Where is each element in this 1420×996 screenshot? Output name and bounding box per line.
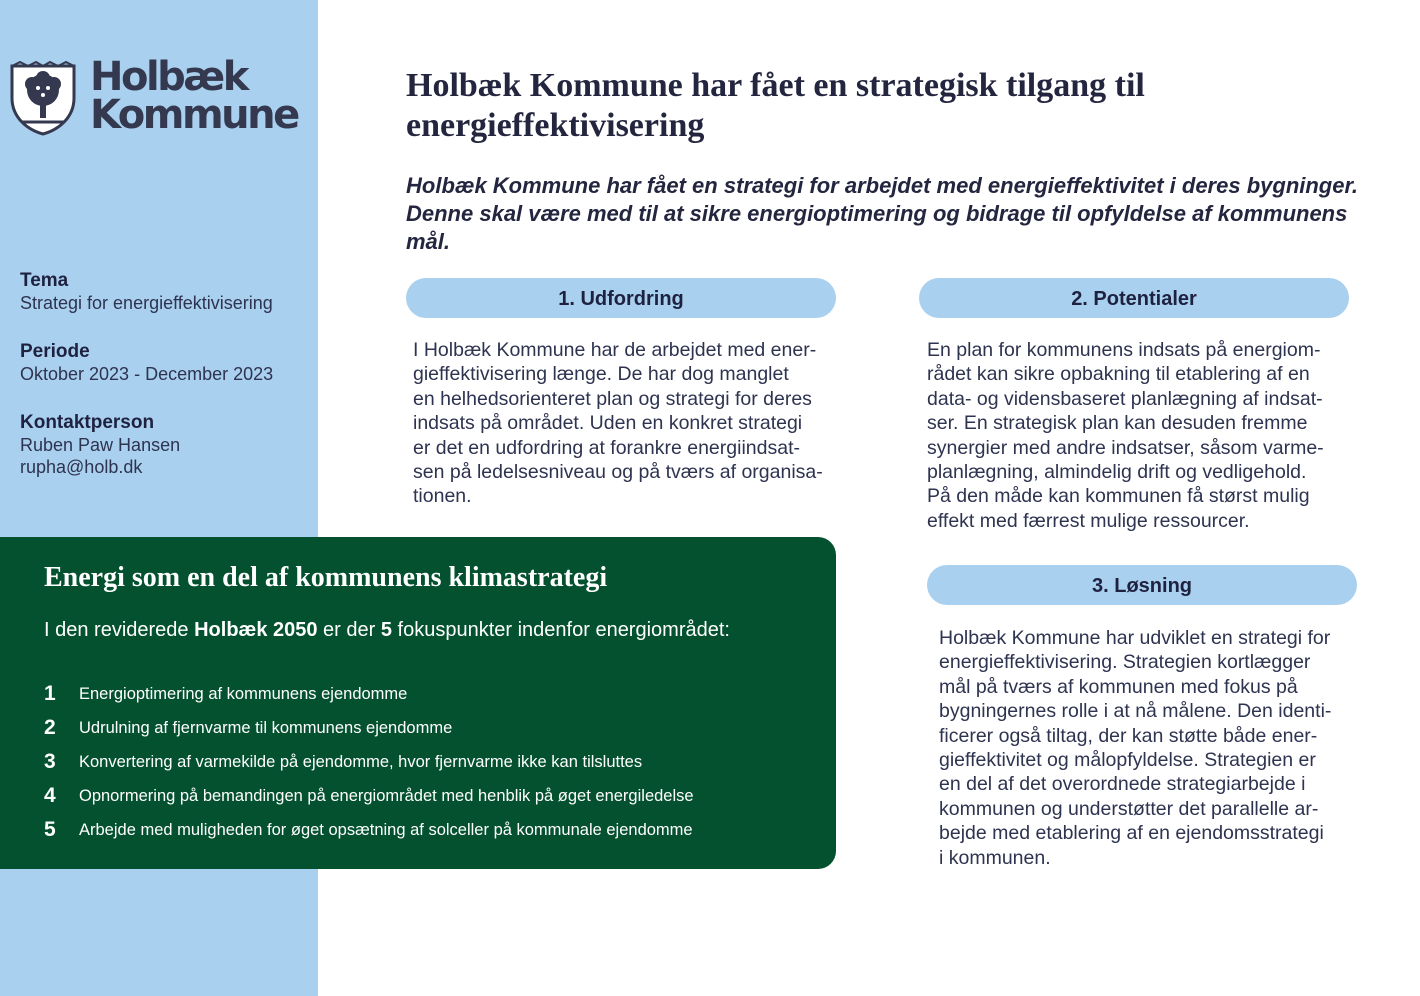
item-text: Udrulning af fjernvarme til kommunens ejendomme [79,718,453,737]
item-number: 3 [44,750,56,773]
intro-text: fokuspunkter indenfor energiområdet: [391,619,730,641]
kontakt-label: Kontaktperson [20,412,155,433]
kontakt-name: Ruben Paw Hansen [20,435,181,455]
text-line: indsats på området. Uden en konkret strategi [413,412,803,435]
text-line: mål på tværs af kommunen med fokus på [939,675,1298,698]
text-line: en helhedsorienteret plan og strategi for deres [413,387,812,410]
list-item [44,677,694,711]
item-text: Konvertering af varmekilde på ejendomme, hvor fjernvarme ikke kan tilsluttes [79,752,643,771]
text-line: En plan for kommunens indsats på energiom- [927,339,1321,361]
text-line: rådet kan sikre opbakning til etablering af en [927,363,1310,386]
intro-text: I den reviderede [44,619,195,641]
logo-line-1: Holbæk [90,54,247,100]
text-line: effekt med færrest mulige ressourcer. [927,509,1250,532]
section-heading-loesning: 3. Løsning [927,565,1357,605]
intro-bold-count: 5 [380,619,392,641]
item-number: 5 [44,818,56,841]
text-line: Holbæk Kommune har udviklet en strategi for [939,627,1331,649]
text-line: planlægning, almindelig drift og vedligehold. [927,461,1307,484]
item-number: 4 [44,784,56,807]
list-item [44,813,694,847]
klimastrategi-title: Energi som en del af kommunens klimastrategi [44,562,608,593]
text-line: en del af det overordnede strategiarbejde i [939,773,1306,796]
meta-tema [20,270,273,314]
holbaek-kommune-logo [8,54,308,142]
text-line: er det en udfordring at forankre energiindsat- [413,436,800,459]
text-line: ser. En strategisk plan kan desuden fremme [927,412,1308,435]
item-text: Energioptimering af kommunens ejendomme [79,684,408,703]
coat-of-arms-icon [8,60,78,136]
section-heading-udfordring: 1. Udfordring [406,278,836,318]
item-text: Opnormering på bemandingen på energiområdet med henblik på øget energiledelse [79,786,694,805]
logo-line-2: Kommune [90,92,298,138]
tema-label: Tema [20,270,69,291]
intro-bold-plan: Holbæk 2050 [194,619,318,641]
section-text-potentialer [927,338,1367,533]
klimastrategi-box [0,537,836,869]
page-title: Holbæk Kommune har fået en strategisk tilgang til energieffektivisering [406,67,1145,144]
text-line: På den måde kan kommunen få størst mulig [927,485,1310,508]
tema-value: Strategi for energieffektivisering [20,293,273,313]
focus-points-list [44,677,694,847]
meta-kontakt [20,412,180,478]
text-line: bygningernes rolle i at nå målene. Den identi- [939,700,1332,723]
meta-periode [20,341,273,385]
periode-value: Oktober 2023 - December 2023 [20,364,274,384]
item-text: Arbejde med muligheden for øget opsætning af solceller på kommunale ejendomme [79,820,693,839]
section-text-udfordring [413,338,853,509]
text-line: gieffektivisering længe. De har dog manglet [413,363,789,386]
text-line: energieffektivisering. Strategien kortlægger [939,651,1311,674]
list-item [44,711,694,745]
section-text-loesning [939,626,1379,870]
klimastrategi-intro [44,617,730,643]
text-line: synergier med andre indsatser, såsom varme- [927,436,1324,459]
logo-wordmark [90,54,298,138]
list-item [44,779,694,813]
list-item [44,745,694,779]
text-line: data- og vidensbaseret planlægning af indsat- [927,387,1323,410]
text-line: kommunen og understøtter det parallelle ar- [939,797,1319,820]
lead-paragraph: Holbæk Kommune har fået en strategi for arbejdet med energieffektivitet i deres bygninger. Denne skal være med til at sikre energioptimering og bidrage til opfyldelse af kommunens mål. [406,173,1358,254]
text-line: gieffektivitet og målopfyldelse. Strategien er [939,749,1316,772]
item-number: 2 [44,716,56,739]
text-line: bejde med etablering af en ejendomsstrategi [939,822,1324,845]
intro-text: er der [317,619,381,641]
text-line: i kommunen. [939,846,1051,869]
text-line: tionen. [413,485,472,508]
section-heading-potentialer: 2. Potentialer [919,278,1349,318]
text-line: I Holbæk Kommune har de arbejdet med ener- [413,339,817,361]
kontakt-email[interactable]: rupha@holb.dk [20,457,143,477]
periode-label: Periode [20,341,90,362]
text-line: ficerer også tiltag, der kan støtte både ener- [939,724,1318,747]
text-line: sen på ledelsesniveau og på tværs af organisa- [413,461,823,484]
item-number: 1 [44,682,56,705]
